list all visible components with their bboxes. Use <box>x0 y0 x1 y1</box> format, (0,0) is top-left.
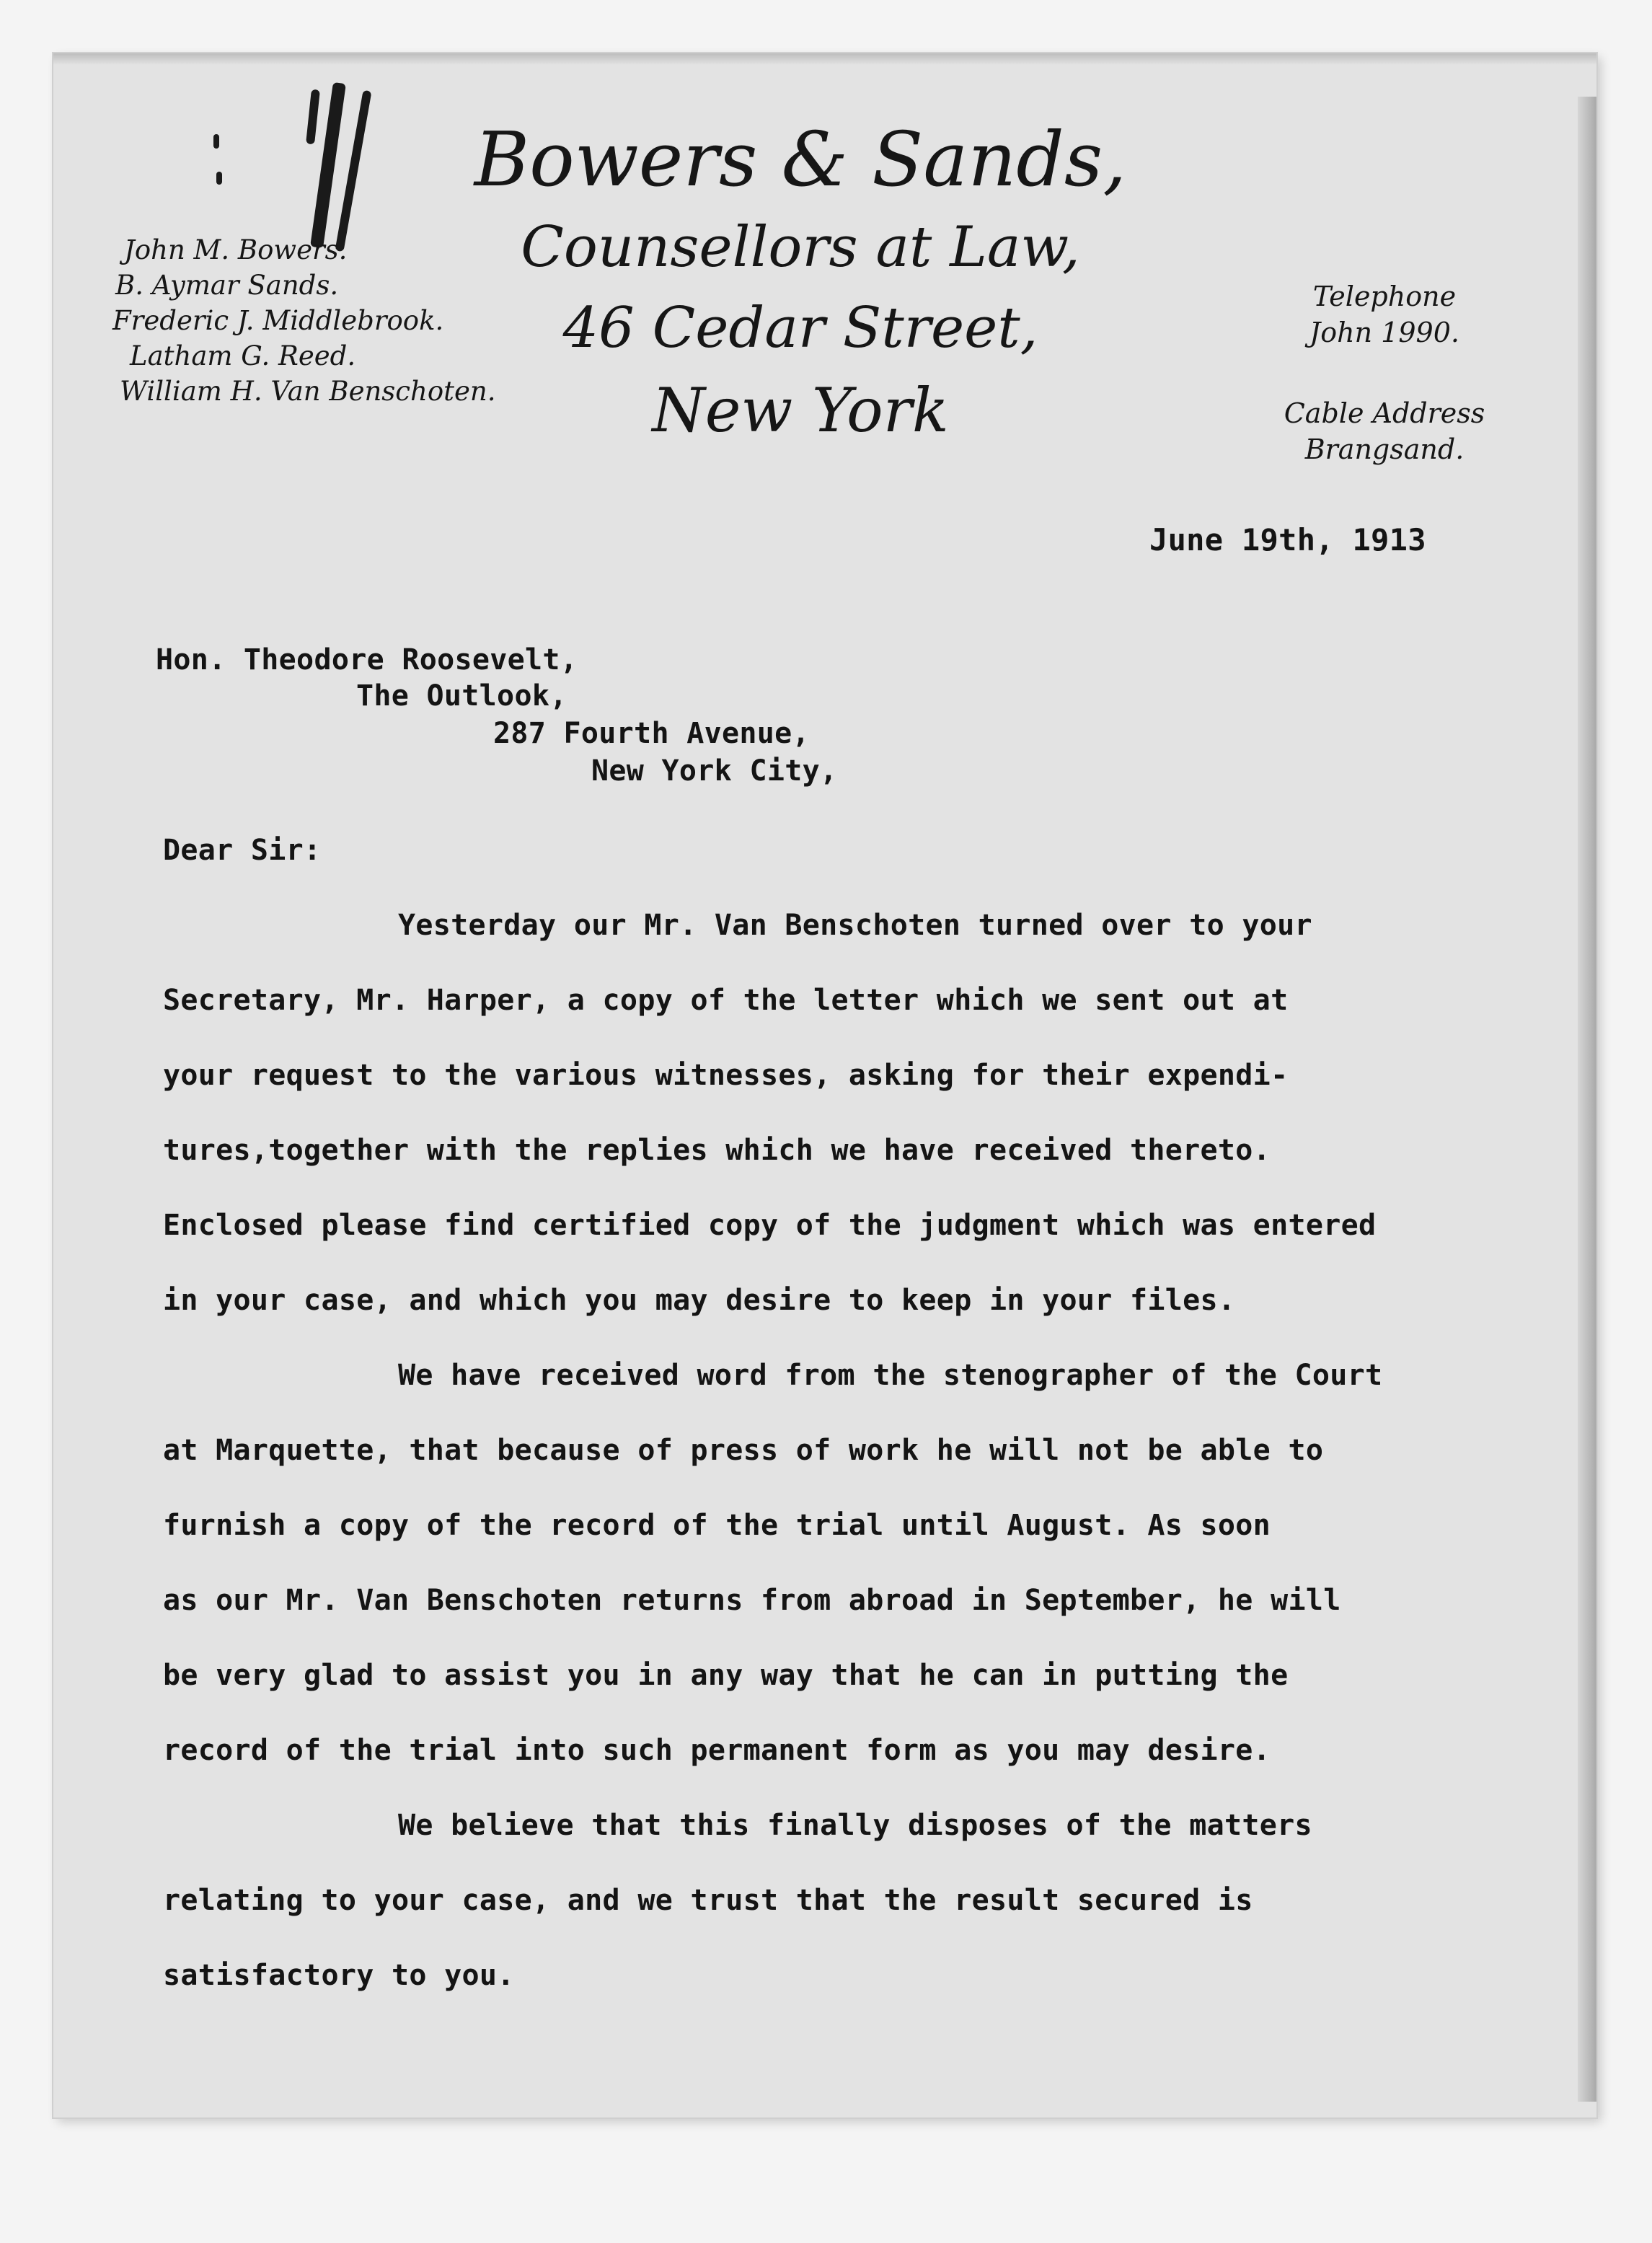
recipient-line: Hon. Theodore Roosevelt, <box>156 643 578 677</box>
letter-date: June 19th, 1913 <box>1149 522 1426 558</box>
cable-address-block <box>1226 395 1543 467</box>
body-line: at Marquette, that because of press of work he will not be able to <box>163 1434 1324 1467</box>
body-line: satisfactory to you. <box>163 1959 515 1992</box>
telephone-block <box>1226 278 1543 351</box>
telephone-value: John 1990. <box>1309 317 1459 348</box>
recipient-line: The Outlook, <box>356 679 567 713</box>
body-line: tures,together with the replies which we have received thereto. <box>163 1134 1271 1167</box>
partner-name: Frederic J. Middlebrook. <box>112 305 444 336</box>
recipient-line: 287 Fourth Avenue, <box>493 717 810 750</box>
partner-name: John M. Bowers. <box>124 234 348 265</box>
partner-name: B. Aymar Sands. <box>115 270 339 301</box>
body-line: We have received word from the stenographer of the Court <box>398 1359 1383 1392</box>
body-line: Yesterday our Mr. Van Benschoten turned over to your <box>398 909 1312 942</box>
body-line: your request to the various witnesses, asking for their expendi- <box>163 1059 1289 1092</box>
ink-mark <box>216 172 222 185</box>
partner-name: Latham G. Reed. <box>130 340 356 371</box>
body-line: in your case, and which you may desire to keep in your files. <box>163 1284 1236 1317</box>
ink-mark <box>213 134 219 149</box>
firm-street-address: 46 Cedar Street, <box>562 296 1038 361</box>
telephone-label: Telephone <box>1312 281 1457 312</box>
body-line: furnish a copy of the record of the trial until August. As soon <box>163 1509 1271 1542</box>
partner-name: William H. Van Benschoten. <box>120 376 496 407</box>
cable-label: Cable Address <box>1284 397 1485 429</box>
salutation: Dear Sir: <box>163 834 322 867</box>
page-right-edge <box>1578 97 1596 2102</box>
body-line: relating to your case, and we trust that the result secured is <box>163 1884 1253 1917</box>
firm-city: New York <box>652 375 949 446</box>
recipient-line: New York City, <box>591 754 838 788</box>
body-line: Secretary, Mr. Harper, a copy of the letter which we sent out at <box>163 984 1289 1017</box>
page-top-edge <box>53 53 1596 65</box>
partner-list <box>58 232 496 409</box>
body-line: as our Mr. Van Benschoten returns from abroad in September, he will <box>163 1584 1341 1617</box>
firm-tagline: Counsellors at Law, <box>521 215 1080 280</box>
firm-name: Bowers & Sands, <box>474 115 1127 203</box>
body-line: record of the trial into such permanent form as you may desire. <box>163 1734 1271 1767</box>
cable-value: Brangsand. <box>1304 433 1465 465</box>
ink-mark <box>306 89 320 145</box>
body-line: We believe that this finally disposes of the matters <box>398 1809 1312 1842</box>
body-line: be very glad to assist you in any way that he can in putting the <box>163 1659 1289 1692</box>
body-line: Enclosed please find certified copy of the judgment which was entered <box>163 1209 1377 1242</box>
